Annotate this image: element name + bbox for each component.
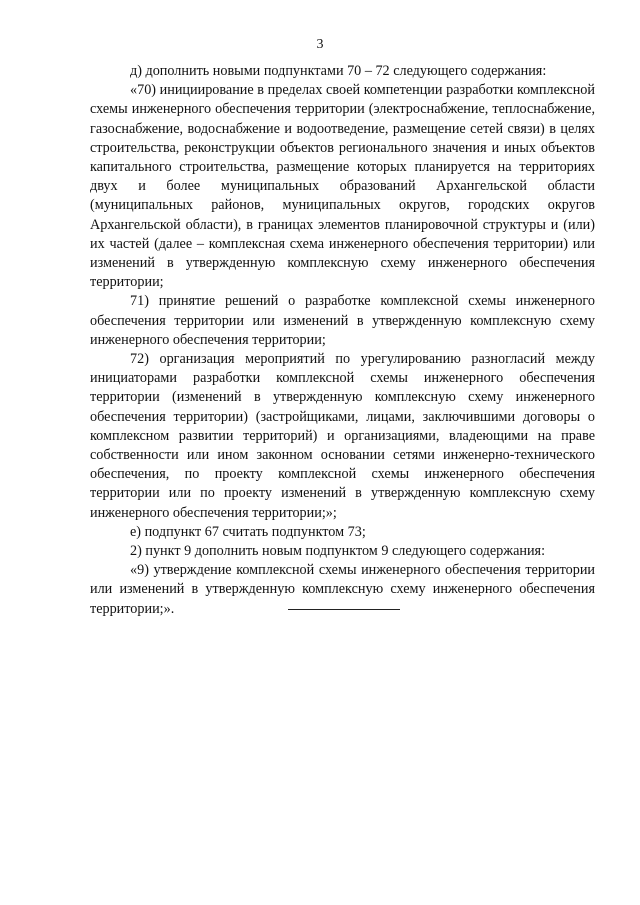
document-body (90, 62, 595, 619)
paragraph-item-d: д) дополнить новыми подпунктами 70 – 72 следующего содержания: (130, 63, 547, 79)
paragraph-point-2: 2) пункт 9 дополнить новым подпунктом 9 следующего содержания: (130, 543, 546, 560)
paragraph-subitem-72: 72) организация мероприятий по урегулированию разногласий между инициаторами разработки комплексной схемы инженерного обеспечения территории (изменений в утвержденную комплексную схему инженерного обеспечения территории) (застройщиками, лицами, заключившими договоры о комплексном развитии территорий) и организациями, владеющими на праве собственности или ином законном основании сетями инженерно-технического обеспечения, по проекту комплексной схемы инженерного обеспечения территории или по проекту изменений в утвержденную комплексную схему инженерного обеспечения территории;»; (90, 351, 595, 521)
paragraph-subitem-71: 71) принятие решений о разработке комплексной схемы инженерного обеспечения территории или изменений в утвержденную комплексную схему инженерного обеспечения территории; (90, 293, 595, 348)
end-separator-line (288, 609, 400, 610)
page-number: 3 (316, 37, 324, 52)
paragraph-item-e: е) подпункт 67 считать подпунктом 73; (130, 523, 366, 540)
paragraph-subitem-9: «9) утверждение комплексной схемы инженерного обеспечения территории или изменений в утвержденную комплексную схему инженерного обеспечения территории;». (90, 562, 595, 617)
paragraph-subitem-70: «70) инициирование в пределах своей компетенции разработки комплексной схемы инженерного обеспечения территории (электроснабжение, теплоснабжение, газоснабжение, водоснабжение и водоотведение, размещение сетей связи) в целях строительства, реконструкции объектов регионального значения и иных объектов капитального строительства, размещение которых планируется на территориях двух и более муниципальных образований Архангельской области (муниципальных районов, муниципальных округов, городских округов Архангельской области), в границах элементов планировочной структуры и (или) их частей (далее – комплексная схема инженерного обеспечения территории) или изменений в утвержденную комплексную схему инженерного обеспечения территории; (90, 82, 595, 291)
